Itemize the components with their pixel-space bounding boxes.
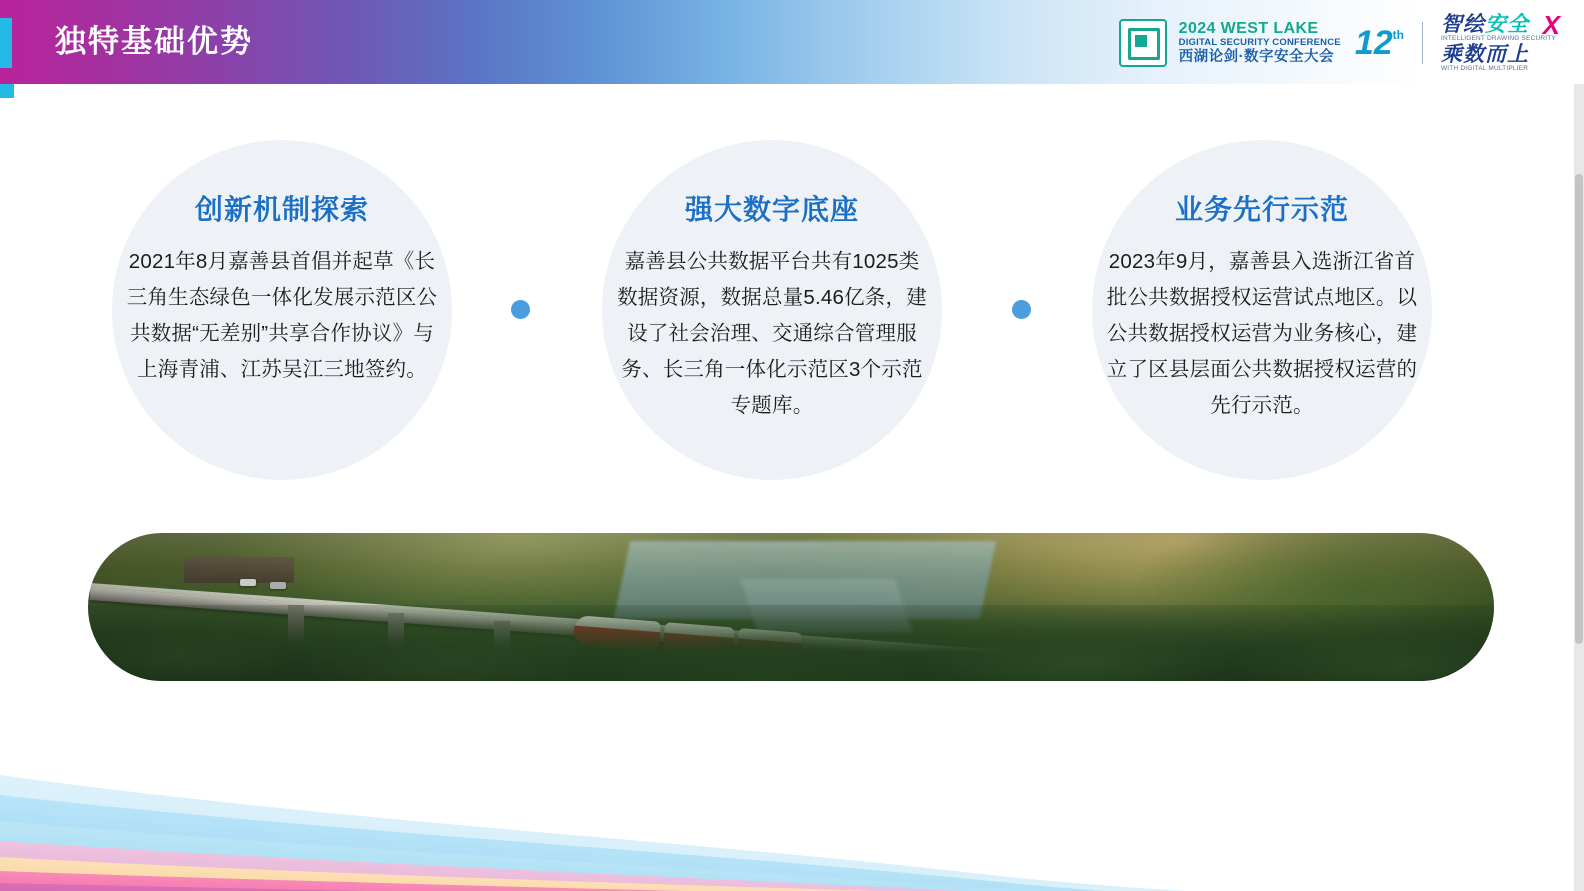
page-title: 独特基础优势 — [55, 24, 253, 59]
slogan-line2-en: WITH DIGITAL MULTIPLIER — [1440, 64, 1529, 72]
ribbon-6 — [0, 871, 1584, 891]
ribbon-7 — [0, 883, 1584, 891]
conference-logo-lockup — [1119, 9, 1560, 72]
bottom-decorative-ribbons — [0, 671, 1584, 891]
west-lake-emblem-icon — [1119, 19, 1167, 67]
advantage-card-1-title: 创新机制探索 — [194, 194, 369, 225]
edition-ordinal: th — [1392, 28, 1404, 42]
advantage-card-1-body: 2021年8月嘉善县首倡并起草《长三角生态绿色一体化发展示范区公共数据“无差别”共享合作协议》与上海青浦、江苏吴江三地签约。 — [126, 250, 438, 381]
ribbon-2 — [0, 795, 1584, 891]
conference-logo-text — [1179, 21, 1341, 65]
advantage-card-2-title: 强大数字底座 — [684, 194, 859, 225]
ribbon-4 — [0, 841, 1584, 891]
logo-en-line1: 2024 WEST LAKE — [1178, 20, 1319, 37]
separator-dot-2 — [1012, 300, 1031, 319]
advantage-card-3 — [1092, 140, 1432, 480]
advantage-cards — [0, 130, 1584, 500]
header-accent-bar — [0, 18, 12, 68]
advantage-card-2-body: 嘉善县公共数据平台共有1025类数据资源，数据总量5.46亿条，建设了社会治理、交通综合管理服务、长三角一体化示范区3个示范专题库。 — [617, 250, 927, 417]
separator-dot-1 — [511, 300, 530, 319]
scenery-photo-banner — [88, 533, 1494, 681]
advantage-card-2 — [602, 140, 942, 480]
slide-header — [0, 0, 1584, 84]
logo-divider — [1422, 22, 1423, 64]
logo-en-line2: DIGITAL SECURITY CONFERENCE — [1178, 36, 1341, 48]
ribbon-1 — [0, 775, 1584, 891]
edition-number: 12 — [1354, 24, 1393, 62]
slogan-x-icon: X — [1542, 9, 1560, 40]
ribbon-3 — [0, 821, 1584, 891]
advantage-card-1 — [112, 140, 452, 480]
slogan-line1 — [1441, 14, 1556, 36]
slogan-line2: 乘数而上 — [1440, 42, 1529, 66]
scenery-photo-image — [88, 533, 1494, 681]
slogan-line1-part-b: 安全 — [1484, 12, 1529, 36]
edition-badge — [1355, 26, 1404, 60]
advantage-card-3-body: 2023年9月，嘉善县入选浙江省首批公共数据授权运营试点地区。以公共数据授权运营为业务核心，建立了区县层面公共数据授权运营的先行示范。 — [1106, 250, 1418, 417]
ribbon-5 — [0, 857, 1584, 891]
left-accent-square — [0, 84, 14, 98]
conference-slogan — [1440, 9, 1560, 73]
slogan-line1-part-a: 智绘 — [1440, 12, 1485, 36]
photo-layer-vignette — [88, 533, 1494, 681]
slogan-line1-en: INTELLIGENT DRAWING SECURITY — [1440, 34, 1556, 42]
logo-cn-line: 西湖论剑·数字安全大会 — [1178, 48, 1334, 65]
advantage-card-3-title: 业务先行示范 — [1174, 194, 1349, 225]
ribbon-svg — [0, 671, 1584, 891]
